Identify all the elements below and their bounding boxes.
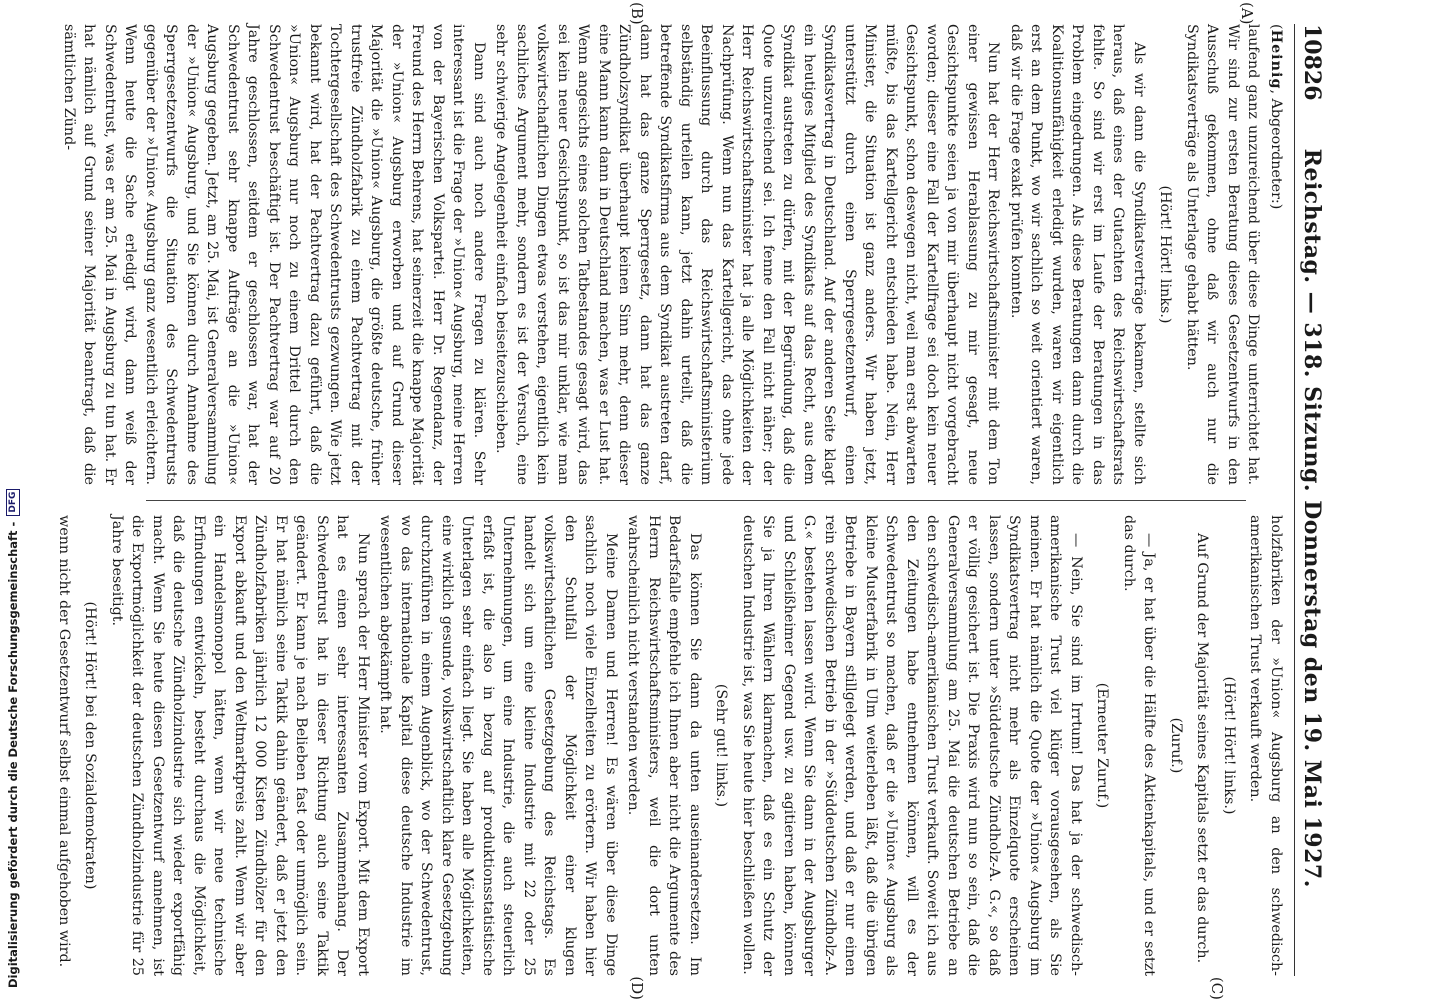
margin-marker-c: (C): [1208, 976, 1226, 1000]
paragraph: Das können Sie dann da unten auseinandersetzen. Im Bedarfsfalle empfehle ich Ihnen aber nicht die Argumente des Herrn Reichswirtschaftsministers, weil die dort unten wahrscheinlich nicht verstanden werden.: [625, 515, 703, 976]
paragraph: Dann sind auch noch andere Fragen zu klären. Sehr interessant ist die Frage der »Union« Augsburg, meine Herren von der Bayerischen Volkspartei. Herr Dr. Regendanz, der Freund des Herrn Behrens, hat seinerzeit die knappe Majorität der »Union« Augsburg erworben und auf Grund dieser Majorität die »Union« Augsburg, die größte deutsche, früher trustfreie Zündholzfabrik zu einem Pachtvertrag mit der Tochtergesellschaft des Schwedentrusts gezwungen. Wie jetzt bekannt wird, hat der Pachtvertrag dazu geführt, daß die »Union« Augsburg nur noch zu einem Drittel durch den Schwedentrust beschäftigt ist. Der Pachtvertrag war auf 20 Jahre geschlossen, seitdem er geschlossen war, hat der Schwedentrust sehr knappe Aufträge an die »Union« Augsburg gegeben. Jetzt, am 25. Mai, ist Generalversammlung der »Union« Augsburg, und Sie können durch Annahme des Sperrgesetzentwurfs die Situation des Schwedentrusts gegenüber der »Union« Augsburg ganz wesentlich erleichtern. Wenn heute die Sache erledigt wird, dann weiß der Schwedentrust, was er am 25. Mai in Augsburg zu tun hat. Er hat nämlich auf Grund seiner Majorität beantragt, daß die sämtlichen Zünd-: [61, 24, 487, 485]
page-header: [1294, 24, 1325, 976]
document-page: [56, 0, 1345, 1000]
paragraph: holzfabriken der »Union« Augsburg an den schwedisch-amerikanischen Trust verkauft werden.: [1247, 515, 1284, 976]
paragraph: Nun hat der Herr Reichswirtschaftsminister mit dem Ton einer gewissen Herablassung zu mir gesagt, neue Gesichtspunkte seien ja von mir überhaupt nicht vorgebracht worden; dieser eine Fall der Kartellfrage sei doch kein neuer Gesichtspunkt, schon deswegen nicht, weil man erst abwarten müßte, bis das Kartellgericht entschieden habe. Nein, Herr Minister, die Situation ist ganz anders. Wir haben jetzt, unterstützt durch einen Sperrgesetzentwurf, einen Syndikatsvertrag in Deutschland. Auf der anderen Seite klagt ein heutiges Mitglied des Syndikats auf das Recht, aus dem Syndikat austreten zu dürfen, mit der Begründung, daß die Quote unzureichend sei. Ich fenne den Fall nicht näher; der Herr Reichswirtschaftsminister hat ja alle Möglichkeiten der Nachprüfung. Wenn nun das Kartellgericht, das ohne jede Beeinflussung durch das Reichswirtschaftsministerium selbständig urteilen kann, jetzt dahin urteilt, daß die betreffende Syndikatsfirma aus dem Syndikat austreten darf, dann hat das ganze Sperrgesetz, dann hat das ganze Zündholzsyndikat überhaupt keinen Sinn mehr, denn dieser eine Mann kann dann in Deutschland machen, was er Lust hat. Wenn angesichts eines solchen Tatbestandes gesagt wird, das sei kein neuer Gesichtspunkt, so ist das mir unklar, wie man volkswirtschaftlichen Dingen etwas verstehen, eigentlich kein sachliches Argument mehr, sondern es ist der Versuch, eine sehr schwierige Angelegenheit einfach beiseitezuschieben.: [493, 24, 1002, 485]
interjection: (Sehr gut! links.): [713, 683, 730, 808]
column-divider: [146, 500, 1246, 501]
interjection: (Hört! Hört! bei den Sozialdemokraten): [82, 601, 99, 890]
margin-marker-d: (D): [628, 976, 646, 1000]
margin-marker-a: (A): [1238, 2, 1256, 25]
paragraph: — Nein, Sie sind im Irrtum! Das hat ja der schwedisch-amerikanische Trust viel klüger vorausgesehen, als Sie meinen. Er hat nämlich die Quote der »Union« Augsburg im Syndikatsvertrag nicht mehr als Einzelquote erscheinen lassen, sondern unter »Süddeutsche Zündholz-A. G.«, so daß er völlig gesichert ist. Die Praxis wird nun so sein, daß die Generalversammlung am 25. Mai die deutschen Betriebe an den schwedisch-amerikanischen Trust verkauft. Soweit ich aus den Zeitungen habe entnehmen können, will es der Schwedentrust so machen, daß er die »Union« Augsburg als kleine Musterfabrik in Ulm weiterleben läßt, daß die übrigen Betriebe in Bayern stillgelegt werden, und daß er nur einen rein schwedischen Betrieb in der »Süddeutschen Zündholz-A. G.« bestehen lassen wird. Wenn Sie dann in der Augsburger und Schleißheimer Gegend usw. zu agitieren haben, können Sie ja Ihren Wählern klarmachen, daß es ein Schutz der deutschen Industrie ist, was Sie heute hier beschließen wollen.: [740, 515, 1084, 976]
right-column: [56, 515, 1286, 976]
footer-credit: [6, 0, 20, 1000]
paragraph: Als wir dann die Syndikatsverträge bekamen, stellte sich heraus, daß eines der Gutachten des Reichswirtschaftsrats fehlte. So sind wir erst im Laufe der Beratungen in das Problem eingedrungen. Als diese Beratungen dann durch die Koalitionsunfähigkeit erledigt wurden, waren wir eigentlich erst an dem Punkt, wo wir sachlich so weit orientiert waren, daß wir die Frage exakt prüfen konnten.: [1008, 24, 1147, 485]
paragraph: Nun sprach der Herr Minister vom Export. Mit dem Export hat es einen sehr interessanten Zusammenhang. Der Schwedentrust hat in dieser Richtung auch seine Taktik geändert. Er kann je nach Belieben fast oder unmöglich sein. Er hat nämlich seine Taktik dahin geändert, daß er jetzt den Zündholzfabriken jährlich 12 000 Kisten Zündhölzer für den Export abkauft und den Weltmarktpreis zahlt. Wenn wir aber ein Handelsmonopol hätten, wenn wir neue technische Erfindungen entwickeln, besteht durchaus die Möglichkeit, daß die deutsche Zündholzindustrie sich wieder exportfähig macht. Wenn Sie heute diesen Gesetzentwurf annehmen, ist die Exportmöglichkeit der deutschen Zündholzindustrie für 25 Jahre beseitigt.: [109, 515, 371, 976]
paragraph: Meine Damen und Herren! Es wären über diese Dinge sachlich noch viele Einzelheiten zu erörtern. Wir haben hier den Schulfall der Möglichkeit einer klugen volkswirtschaftlichen Gesetzgebung des Reichstags. Es handelt sich um eine kleine Industrie mit 22 oder 25 Unternehmungen, um eine Industrie, die auch steuerlich erfaßt ist, die also in bezug auf produktionsstatistische Unterlagen sehr einfach liegt. Sie haben alle Möglichkeiten, eine wirklich gesunde, volkswirtschaftlich klare Gesetzgebung durchzuführen in einem Augenblick, wo der Schwedentrust, wo das internationale Kapital diese deutsche Industrie im wesentlichen abgekämpft hat.: [377, 515, 619, 976]
left-column: [61, 24, 1286, 485]
interjection: (Hört! Hört! links.): [1221, 676, 1237, 815]
speaker-name: Heinig: [1268, 29, 1284, 90]
speaker-line: (Heinig, Abgeordneter:): [1268, 24, 1284, 210]
paragraph: wenn nicht der Gesetzentwurf selbst einmal aufgehoben wird.: [56, 515, 72, 968]
speaker-role: Abgeordneter:: [1268, 98, 1284, 204]
paragraph: laufend ganz unzureichend über diese Dinge unterrichtet hat. Wir sind zur ersten Beratung dieses Gesetzentwurfs in den Ausschuß gekommen, ohne daß wir auch nur die Syndikatsverträge als Unterlage gehabt hätten.: [1184, 24, 1262, 485]
margin-marker-b: (B): [628, 2, 646, 25]
interjection: (Hört! Hört! links.): [1157, 185, 1174, 324]
paragraph: Auf Grund der Majorität seines Kapitals setzt er das durch.: [1194, 533, 1211, 964]
paragraph: — Ja, er hat über die Hälfte des Aktienkapitals, und er setzt das durch.: [1121, 515, 1158, 976]
page-number: 10826: [1299, 24, 1325, 101]
funding-note: Digitalisierung gefördert durch die Deutsche Forschungsgemeinschaft -: [6, 521, 20, 988]
interjection: (Zuruf.): [1168, 717, 1184, 774]
text-columns: [56, 2, 1286, 1000]
dfg-logo-icon: DFG: [6, 489, 20, 516]
page-title: Reichstag. — 318. Sitzung. Donnerstag den 19. Mai 1927.: [1299, 148, 1325, 888]
interjection: (Erneuter Zuruf.): [1094, 682, 1111, 809]
